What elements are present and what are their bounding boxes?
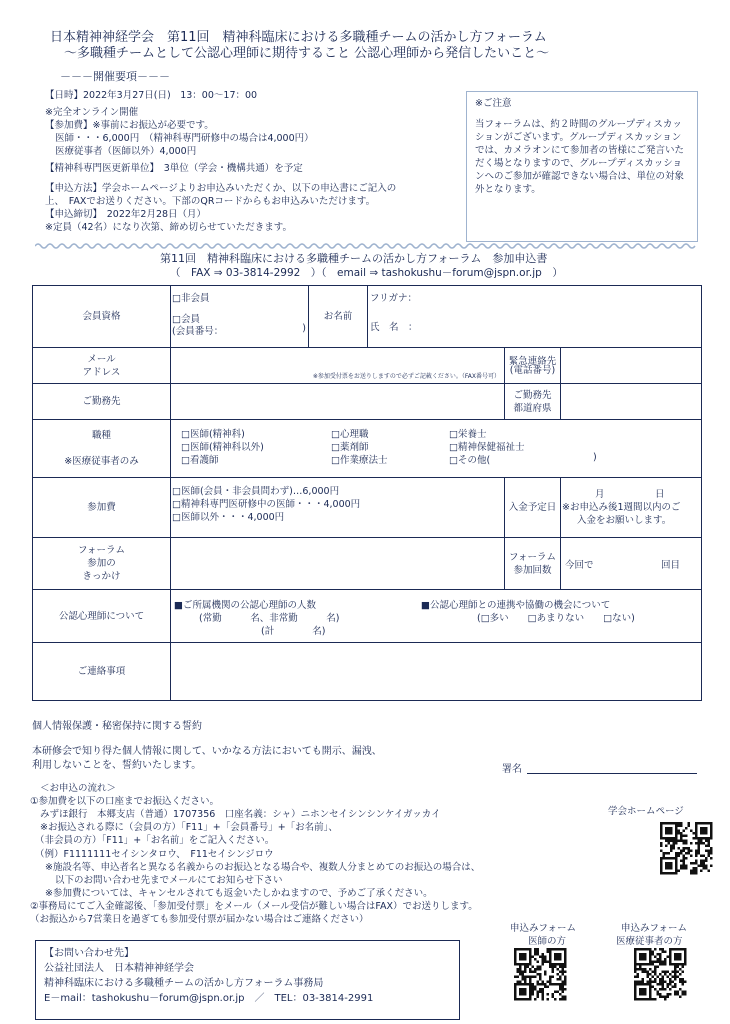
- flow-line-3: ※お振込される際に（会員の方）「F11」+「会員番号」+「お名前」、: [40, 822, 338, 833]
- form-contact-line: （ FAX ⇒ 03-3814-2992 ）（ email ⇒ tashokushu－forum@jspn.or.jp ）: [170, 267, 563, 279]
- credit-info: 【精神科専門医更新単位】 3単位（学会・機構共通）を予定: [45, 163, 303, 174]
- psychologist-label: 公認心理師について: [33, 590, 171, 643]
- fee-label: 参加費: [33, 478, 171, 538]
- job-label: 職種 ※医療従事者のみ: [33, 420, 171, 478]
- payment-note: ※お申込み後1週間以内のご: [562, 502, 681, 513]
- wave-divider: [35, 242, 700, 250]
- pledge-text: 本研修会で知り得た個人情報に関して、いかなる方法においても開示、漏洩、: [32, 746, 382, 757]
- fee-staff: 医療従事者（医師以外）4,000円: [55, 146, 197, 157]
- job-dietitian[interactable]: □栄養士: [449, 429, 487, 440]
- contact-heading: 【お問い合わせ先】: [44, 948, 134, 959]
- fee-option-trainee[interactable]: □精神科専門医研修中の医師・・・4,000円: [172, 499, 361, 510]
- member-status-field[interactable]: [171, 286, 309, 348]
- job-field[interactable]: [171, 420, 702, 478]
- flow-line-8: ※参加費については、キャンセルされても返金いたしかねますので、予めご了承ください。: [45, 888, 433, 899]
- flow-line-7: 以下のお問い合わせ先までメールにてお知らせ下さい: [55, 875, 283, 886]
- flow-line-4: （非会員の方）「F11」+「お名前」をご記入ください。: [35, 835, 275, 846]
- count-unit: 回目: [661, 560, 681, 571]
- pledge-title: 個人情報保護・秘密保持に関する誓約: [32, 721, 202, 732]
- attendance-count-label: フォーラム 参加回数: [505, 538, 561, 590]
- email-note: ※参加受付票をお送りしますので必ずご記載ください。（FAX番号可）: [312, 373, 500, 380]
- trigger-field[interactable]: [171, 538, 505, 590]
- flow-line-1: ①参加費を以下の口座までお振込ください。: [30, 796, 220, 807]
- application-form: [32, 285, 702, 701]
- job-psychologist[interactable]: □心理職: [331, 429, 369, 440]
- nonmember-checkbox[interactable]: □非会員: [172, 293, 210, 304]
- contact-email[interactable]: E－mail：tashokushu－forum@jspn.or.jp ／ TEL：03-3814-2991: [44, 993, 374, 1004]
- payment-month: 月: [595, 489, 605, 500]
- qr-code-icon: [514, 948, 567, 1001]
- qr-doctor-label-2: 医師の方: [528, 936, 567, 947]
- deadline: 【申込締切】 2022年2月28日（月）: [45, 209, 207, 220]
- job-nurse[interactable]: □看護師: [181, 455, 219, 466]
- fee-heading: 【参加費】※事前にお振込が必要です。: [45, 120, 214, 131]
- notice-body: 当フォーラムは、約２時間のグループディスカッションがございます。グループディスカッションでは、カメラオンにて参加者の皆様にご発言いただく場となりますので、グループディスカッションへのご参加が確認できない場合は、単位の対象外となります。: [475, 119, 685, 195]
- job-ot[interactable]: □作業療法士: [331, 455, 388, 466]
- member-checkbox[interactable]: □会員: [172, 314, 200, 325]
- flow-line-6: ※施設名等、申込者名と異なる名義からのお振込となる場合や、複数人分まとめてのお振込の場合は、: [45, 862, 481, 873]
- prefecture-label: ご勤務先 都道府県: [505, 384, 561, 420]
- contact-org: 公益社団法人 日本精神神経学会: [44, 963, 194, 974]
- payment-date-label: 入金予定日: [505, 478, 561, 538]
- online-note: ※完全オンライン開催: [45, 107, 139, 118]
- contact-office: 精神科臨床における多職種チームの活かし方フォーラム事務局: [44, 978, 324, 989]
- flow-line-2: みずほ銀行 本郷支店（普通）1707356 口座名義：シャ）ニホンセイシンシンケイガッカイ: [40, 809, 441, 820]
- event-date: 【日時】2022年3月27日(日) 13：00～17：00: [45, 90, 258, 101]
- signature-label: 署名: [502, 764, 522, 775]
- furigana-label: フリガナ：: [370, 293, 418, 304]
- qr-code-icon: [660, 822, 713, 875]
- capacity-note: ※定員（42名）になり次第、締め切らせていただきます。: [45, 222, 293, 233]
- psychologist-field[interactable]: [171, 590, 702, 643]
- trigger-label: フォーラム 参加の きっかけ: [33, 538, 171, 590]
- qr-home-label: 学会ホームページ: [608, 806, 684, 817]
- flow-heading: ＜お申込の流れ＞: [40, 783, 117, 794]
- email-label: メール アドレス: [33, 348, 171, 384]
- qr-code-icon: [634, 948, 687, 1001]
- member-number-label: (会員番号：: [172, 326, 224, 337]
- psy-collab-question: ■公認心理師との連携や協働の機会について: [421, 600, 611, 611]
- job-psychiatrist[interactable]: □医師(精神科): [181, 429, 245, 440]
- email-field[interactable]: [171, 348, 505, 384]
- psy-collab-options[interactable]: (□多い □あまりない □ない): [477, 613, 635, 624]
- job-psw[interactable]: □精神保健福祉士: [449, 442, 525, 453]
- remarks-field[interactable]: [171, 643, 702, 701]
- attendance-count-field[interactable]: [561, 538, 702, 590]
- qr-staff-label: 申込みフォーム: [621, 923, 688, 934]
- fee-doctor: 医師・・・6,000円 （精神科専門研修中の場合は4,000円）: [55, 133, 314, 144]
- payment-date-field[interactable]: [561, 478, 702, 538]
- section-heading: －－－開催要項－－－: [60, 70, 170, 83]
- flow-line-9: ②事務局にてご入金確認後、「参加受付票」をメール（メール受信が難しい場合はFAX）でお送りします。: [30, 901, 478, 912]
- qr-doctor-label: 申込みフォーム: [510, 923, 577, 934]
- psy-count-answer[interactable]: (常勤 名、非常勤 名): [199, 613, 340, 624]
- pledge-text-2: 利用しないことを、誓約いたします。: [32, 760, 202, 771]
- job-other-close: ): [593, 452, 597, 463]
- remarks-label: ご連絡事項: [33, 643, 171, 701]
- member-number-close: ): [302, 323, 306, 334]
- job-pharmacist[interactable]: □薬剤師: [331, 442, 369, 453]
- payment-note-2: 入金をお願いします。: [577, 515, 672, 526]
- member-status-label: 会員資格: [33, 286, 171, 348]
- emergency-field[interactable]: [561, 348, 702, 384]
- page-title: 日本精神神経学会 第11回 精神科臨床における多職種チームの活かし方フォーラム: [50, 30, 547, 45]
- job-doctor-other[interactable]: □医師(精神科以外): [181, 442, 264, 453]
- psy-count-question: ■ご所属機関の公認心理師の人数: [174, 600, 316, 611]
- qr-staff[interactable]: [634, 948, 687, 1004]
- fullname-label: 氏 名 ：: [370, 322, 418, 333]
- pledge-section: [32, 717, 699, 777]
- fee-option-doctor[interactable]: □医師(会員・非会員問わず)…6,000円: [172, 486, 340, 497]
- psy-count-total[interactable]: (計 名): [261, 626, 326, 637]
- page-subtitle: ～多職種チームとして公認心理師に期待すること 公認心理師から発信したいこと～: [64, 46, 550, 61]
- qr-home[interactable]: [660, 822, 713, 878]
- emergency-label: 緊急連絡先 (電話番号): [505, 348, 561, 384]
- notice-title: ※ご注意: [475, 98, 512, 109]
- contact-box: [35, 940, 460, 1020]
- prefecture-field[interactable]: [561, 384, 702, 420]
- name-field[interactable]: [368, 286, 702, 348]
- count-this-time: 今回で: [565, 560, 594, 571]
- flow-line-10: （お振込から7営業日を過ぎても参加受付票が届かない場合はご連絡ください）: [30, 914, 369, 925]
- job-other[interactable]: □その他(: [449, 455, 491, 466]
- fee-option-staff[interactable]: □医師以外・・・4,000円: [172, 512, 285, 523]
- payment-day: 日: [655, 489, 665, 500]
- signature-line[interactable]: [527, 773, 697, 774]
- workplace-label: ご勤務先: [33, 384, 171, 420]
- qr-doctor[interactable]: [514, 948, 567, 1004]
- qr-staff-label-2: 医療従事者の方: [616, 936, 683, 947]
- apply-method-2: 上、 FAXでお送りください。下部のQRコードからもお申込みいただけます。: [45, 196, 376, 207]
- flow-line-5: （例）F1111111セイシンタロウ、 F11セイシンジロウ: [35, 849, 274, 860]
- workplace-field[interactable]: [171, 384, 505, 420]
- form-title: 第11回 精神科臨床における多職種チームの活かし方フォーラム 参加申込書: [160, 252, 548, 265]
- apply-method: 【申込方法】学会ホームページよりお申込みいただくか、以下の申込書にご記入の: [45, 183, 397, 194]
- fee-field[interactable]: [171, 478, 505, 538]
- notice-box: [466, 91, 698, 242]
- name-label: お名前: [309, 286, 368, 348]
